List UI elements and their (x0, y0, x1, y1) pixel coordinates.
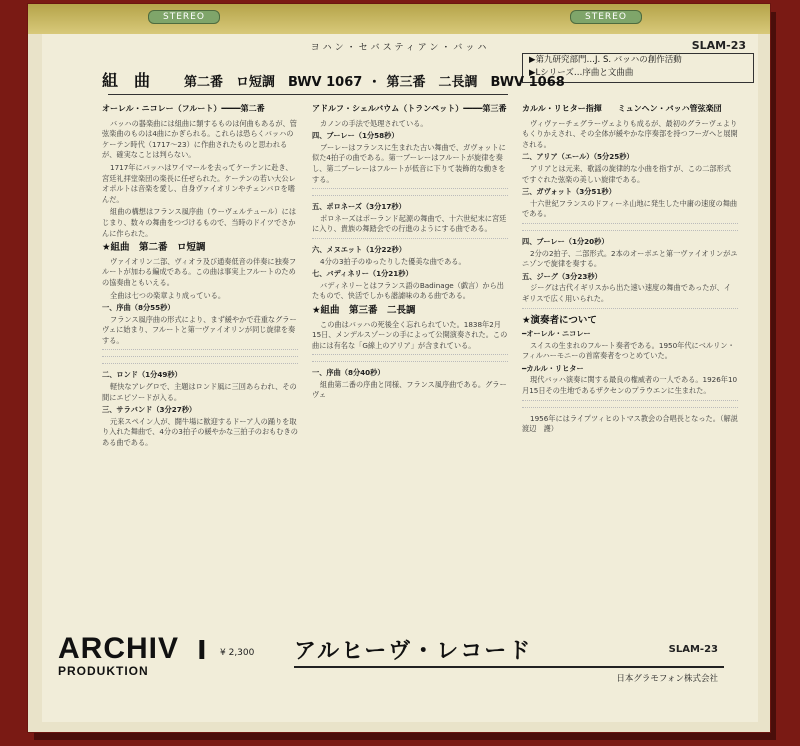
paragraph: ジーグは古代イギリスから出た速い速度の舞曲であったが、イギリスで広く用いられた。 (522, 283, 732, 303)
brand-name: アルヒーヴ・レコード (294, 639, 533, 664)
movement-heading: 六、メヌエット（1分22秒） (312, 244, 406, 254)
record-sleeve (28, 4, 770, 732)
page-title (102, 68, 565, 91)
series-line: ▶Lシリーズ…序曲と文曲曲 (529, 68, 634, 78)
text-filler (102, 349, 298, 353)
top-band (28, 4, 770, 34)
text-filler (102, 363, 298, 367)
title-suite-2: 第二番 ロ短調 BWV 1067 (184, 75, 363, 90)
performer-heading: ━オーレル・ニコレー (522, 329, 591, 339)
text-filler (522, 223, 738, 227)
stereo-badge-left: STEREO (148, 10, 220, 24)
text-filler (312, 361, 508, 365)
movement-heading: 五、ポロネーズ（3分17秒） (312, 202, 406, 212)
section-heading: ★演奏者について (522, 314, 597, 326)
movement-heading: 二、アリア（エール）（5分25秒） (522, 152, 634, 162)
paragraph: フランス風序曲の形式により、まず緩やかで荘重なグラーヴェに始まり、フルートと第一ヴァイオリンが同じ旋律を奏する。 (102, 314, 297, 345)
text-filler (312, 188, 508, 192)
paragraph: 組曲の構想はフランス風序曲（ウーヴェルテュール）にはじまり、数々の舞曲をつづけるもので、当時のドイツでさかんに作られた。 (102, 207, 297, 238)
title-suite-3: 第三番 二長調 BWV 1068 (386, 75, 565, 90)
composer-name: ヨハン・セバスティアン・バッハ (310, 43, 490, 53)
stereo-badge-right: STEREO (570, 10, 642, 24)
movement-heading: 一、序曲（8分40秒） (312, 368, 385, 378)
paragraph: 現代バッハ演奏に関する最良の権威者の一人である。1926年10月15日その生地であるザクセンのプラウエンに生まれた。 (522, 375, 738, 396)
archiv-logo (58, 634, 179, 678)
price-class: I (197, 636, 207, 666)
paragraph: アリアとは元来、歌謡の旋律的な小曲を指すが、この二部形式ですぐれた弦楽の美しい旋律である。 (522, 163, 731, 184)
performer-credit: カルル・リヒター指揮 ミュンヘン・バッハ管弦楽団 (522, 104, 722, 113)
paragraph: スイスの生まれのフルート奏者である。1950年代にベルリン・フィルハーモニーの首席奏者をつとめていた。 (522, 340, 735, 361)
movement-heading: 四、ブーレー（1分58秒） (312, 131, 399, 141)
movement-heading: 三、サラバンド（3分27秒） (102, 405, 197, 415)
section-heading: ★組曲 第三番 二長調 (312, 304, 416, 316)
performer-credit: オーレル・ニコレー（フルート）━━━━第二番 (102, 104, 265, 113)
paragraph: ポロネーズはポーランド起源の舞曲で、十六世紀末に宮廷に入り、貴族の舞踏会での行進のようにする曲である。 (312, 213, 507, 234)
paragraph: 1956年にはライプツィヒのトマス教会の合唱長となった。（解説 渡辺 護） (522, 413, 746, 434)
movement-heading: 一、序曲（8分55秒） (102, 303, 175, 313)
text-filler (522, 230, 738, 234)
footer-rule (294, 666, 724, 668)
text-filler (312, 354, 508, 358)
paragraph: 元来スペイン人が、闘牛場に歓迎するドーア人の踊りを取り入れた舞曲で、4分の3拍子の緩やかな三拍子のおもむきのある曲である。 (102, 416, 298, 448)
movement-heading: 五、ジーグ（3分23秒） (522, 271, 602, 281)
footer (42, 632, 758, 720)
paragraph: バッハの器楽曲には組曲に類するものは何曲もあるが、管弦楽曲のものは4曲にかぎられる。これらは恐らくバッハのケーテン時代（1717〜23）に作曲されたものと思われるが、確実なことは判らない。 (102, 118, 297, 160)
series-line: ▶第九研究部門…J. S. バッハの創作活動 (529, 55, 682, 65)
paragraph: 全曲は七つの楽章より成っている。 (110, 290, 226, 300)
paragraph: 1717年にバッハはワイマールを去ってケーテンに赴き、宮廷礼拝堂楽団の楽長に任ぜられた。ケーテンの若い大公レオポルトは音楽を愛し、自身ヴァイオリンやチェンバロを嗜んだ。 (102, 162, 296, 204)
liner-notes-page (42, 34, 758, 722)
paragraph: ヴィヴァーチェグラーヴェよりも成るが、最初のグラーヴェよりもくりかえされ、その全体が緩やかな序奏部を持つフーガへと展開される。 (522, 118, 738, 149)
logo-produktion: PRODUKTION (58, 664, 149, 678)
text-filler (522, 407, 738, 411)
logo-archiv: ARCHIV (58, 632, 180, 665)
paragraph: バディネリーとはフランス語のBadinage（戯言）から出たもので、快活でしかも諧謔味のある曲である。 (312, 280, 504, 301)
paragraph: ヴァイオリン二部、ヴィオラ及び通奏低音の伴奏に独奏フルートが加わる編成である。この曲は事実上フルートのための協奏曲ともいえる。 (102, 256, 297, 287)
performer-credit: アドルフ・シェルバウム（トランペット）━━━━第三番 (312, 104, 507, 113)
catalog-number-footer: SLAM-23 (668, 644, 718, 655)
text-filler (522, 308, 738, 312)
paragraph: 軽快なアレグロで、主題はロンド風に三回あらわれ、その間にエピソードが入る。 (102, 382, 297, 402)
text-column-1 (102, 104, 298, 451)
section-heading: ★組曲 第二番 ロ短調 (102, 242, 206, 254)
performer-heading: ━カルル・リヒター (522, 363, 584, 373)
title-separator: ・ (367, 75, 381, 90)
movement-heading: 三、ガヴォット（3分51秒） (522, 187, 616, 197)
paragraph: ブーレーはフランスに生まれた古い舞曲で、ガヴォットに似た4拍子の曲である。第一ブーレーはフルートが旋律を奏し、第二ブーレーはフルートが低音に下りて装飾的な動きをする。 (312, 142, 506, 184)
paragraph: 4分の3拍子のゆったりした優美な曲である。 (320, 256, 466, 266)
movement-heading: 四、ブーレー（1分20秒） (522, 236, 609, 246)
movement-heading: 二、ロンド（1分49秒） (102, 370, 182, 380)
text-column-2 (312, 104, 508, 403)
company-name: 日本グラモフォン株式会社 (616, 674, 718, 684)
text-filler (312, 195, 508, 199)
text-filler (312, 238, 508, 242)
paragraph: この曲はバッハの死後全く忘れられていた。1838年2月15日、メンデルスゾーンの手によって公開演奏された。この曲には有名な「G線上のアリア」が含まれている。 (312, 319, 508, 350)
catalog-number: SLAM-23 (691, 39, 746, 52)
text-column-3 (522, 104, 746, 437)
paragraph: 十六世紀フランスのドフィーネ山地に発生した中庸の速度の舞曲である。 (522, 198, 738, 219)
title-rule (108, 94, 508, 95)
paragraph: 組曲第二番の序曲と同様、フランス風序曲である。グラーヴェ (312, 379, 507, 400)
text-filler (102, 356, 298, 360)
title-main: 組 曲 (102, 71, 151, 90)
movement-heading: 七、バディネリー（1分21秒） (312, 269, 413, 279)
paragraph: 2分の2拍子、二部形式。2本のオーボエと第一ヴァイオリンがユニゾンで旋律を奏する。 (522, 248, 738, 269)
paragraph: カノンの手法で処理されている。 (320, 118, 428, 128)
text-filler (522, 400, 738, 404)
price: ¥ 2,300 (220, 648, 255, 658)
